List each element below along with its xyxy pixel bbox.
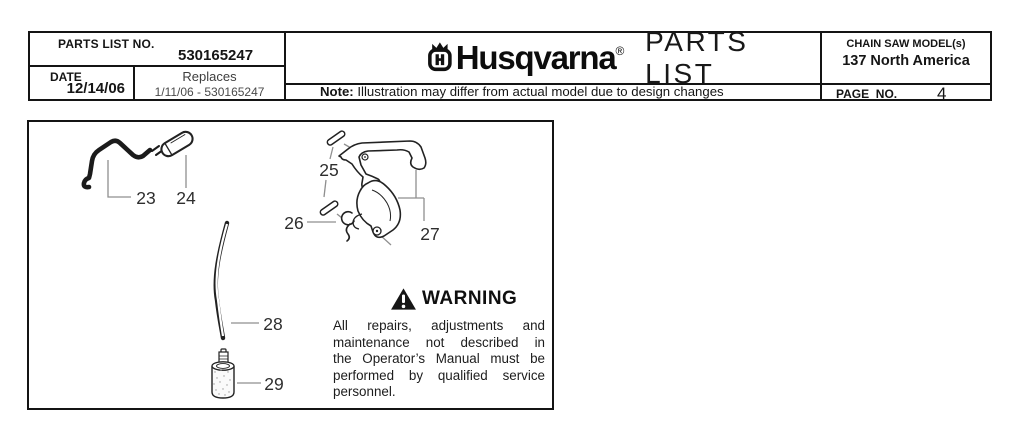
part-23-fuel-line [84, 141, 163, 187]
brand-row [286, 26, 820, 89]
parts-list-no-value: 530165247 [178, 47, 254, 64]
replaces-value: 1/11/06 - 530165247 [154, 85, 265, 99]
date-replaces-row [30, 67, 284, 99]
header-left-section [30, 33, 286, 99]
replaces-label: Replaces [182, 69, 237, 84]
warning-triangle-icon [390, 287, 417, 311]
part-label-29: 29 [264, 374, 284, 394]
header-right-section [822, 33, 990, 103]
page-number-label: PAGE NO. [836, 87, 898, 101]
part-label-28: 28 [263, 314, 283, 334]
warning-line: personnel. [333, 384, 396, 400]
warning-text [333, 318, 545, 401]
husqvarna-crown-logo-icon [426, 41, 454, 73]
part-26-clip [342, 212, 354, 241]
warning-block [333, 286, 545, 401]
parts-diagram [27, 120, 554, 410]
brand-name: Husqvarna® [455, 39, 624, 76]
part-label-26: 26 [284, 213, 304, 233]
page-number-value: 4 [937, 84, 947, 103]
part-label-25: 25 [319, 160, 339, 180]
warning-line: maintenance not described in [333, 334, 545, 350]
warning-line: the Operator’s Manual must be [333, 351, 545, 367]
note-row [286, 83, 820, 97]
part-29-fuel-filter [212, 349, 234, 398]
date-cell [30, 67, 135, 99]
part-label-24: 24 [176, 188, 196, 208]
parts-list-no-cell [30, 33, 284, 67]
note-text: Illustration may differ from actual model due to design changes [357, 84, 724, 99]
registered-mark: ® [615, 44, 624, 58]
header-table [28, 26, 992, 103]
part-label-27: 27 [420, 224, 440, 244]
model-cell [822, 33, 990, 83]
part-28-fuel-hose [216, 223, 227, 338]
replaces-cell [135, 67, 284, 99]
warning-header [390, 286, 545, 312]
part-24-connector [159, 129, 195, 159]
note-label: Note: [320, 84, 354, 99]
warning-line: performed by qualified service [333, 367, 545, 383]
header-center-section [286, 26, 822, 99]
model-label: CHAIN SAW MODEL(s) [846, 38, 966, 50]
date-value: 12/14/06 [66, 80, 125, 97]
date-label: DATE [50, 70, 82, 84]
part-label-23: 23 [136, 188, 156, 208]
parts-list-no-label: PARTS LIST NO. [58, 37, 155, 51]
warning-title: WARNING [422, 288, 518, 309]
page-number-cell [822, 83, 990, 103]
warning-line: All repairs, adjustments and [333, 318, 545, 333]
page-title: PARTS LIST [645, 26, 749, 89]
model-value: 137 North America [842, 53, 970, 69]
